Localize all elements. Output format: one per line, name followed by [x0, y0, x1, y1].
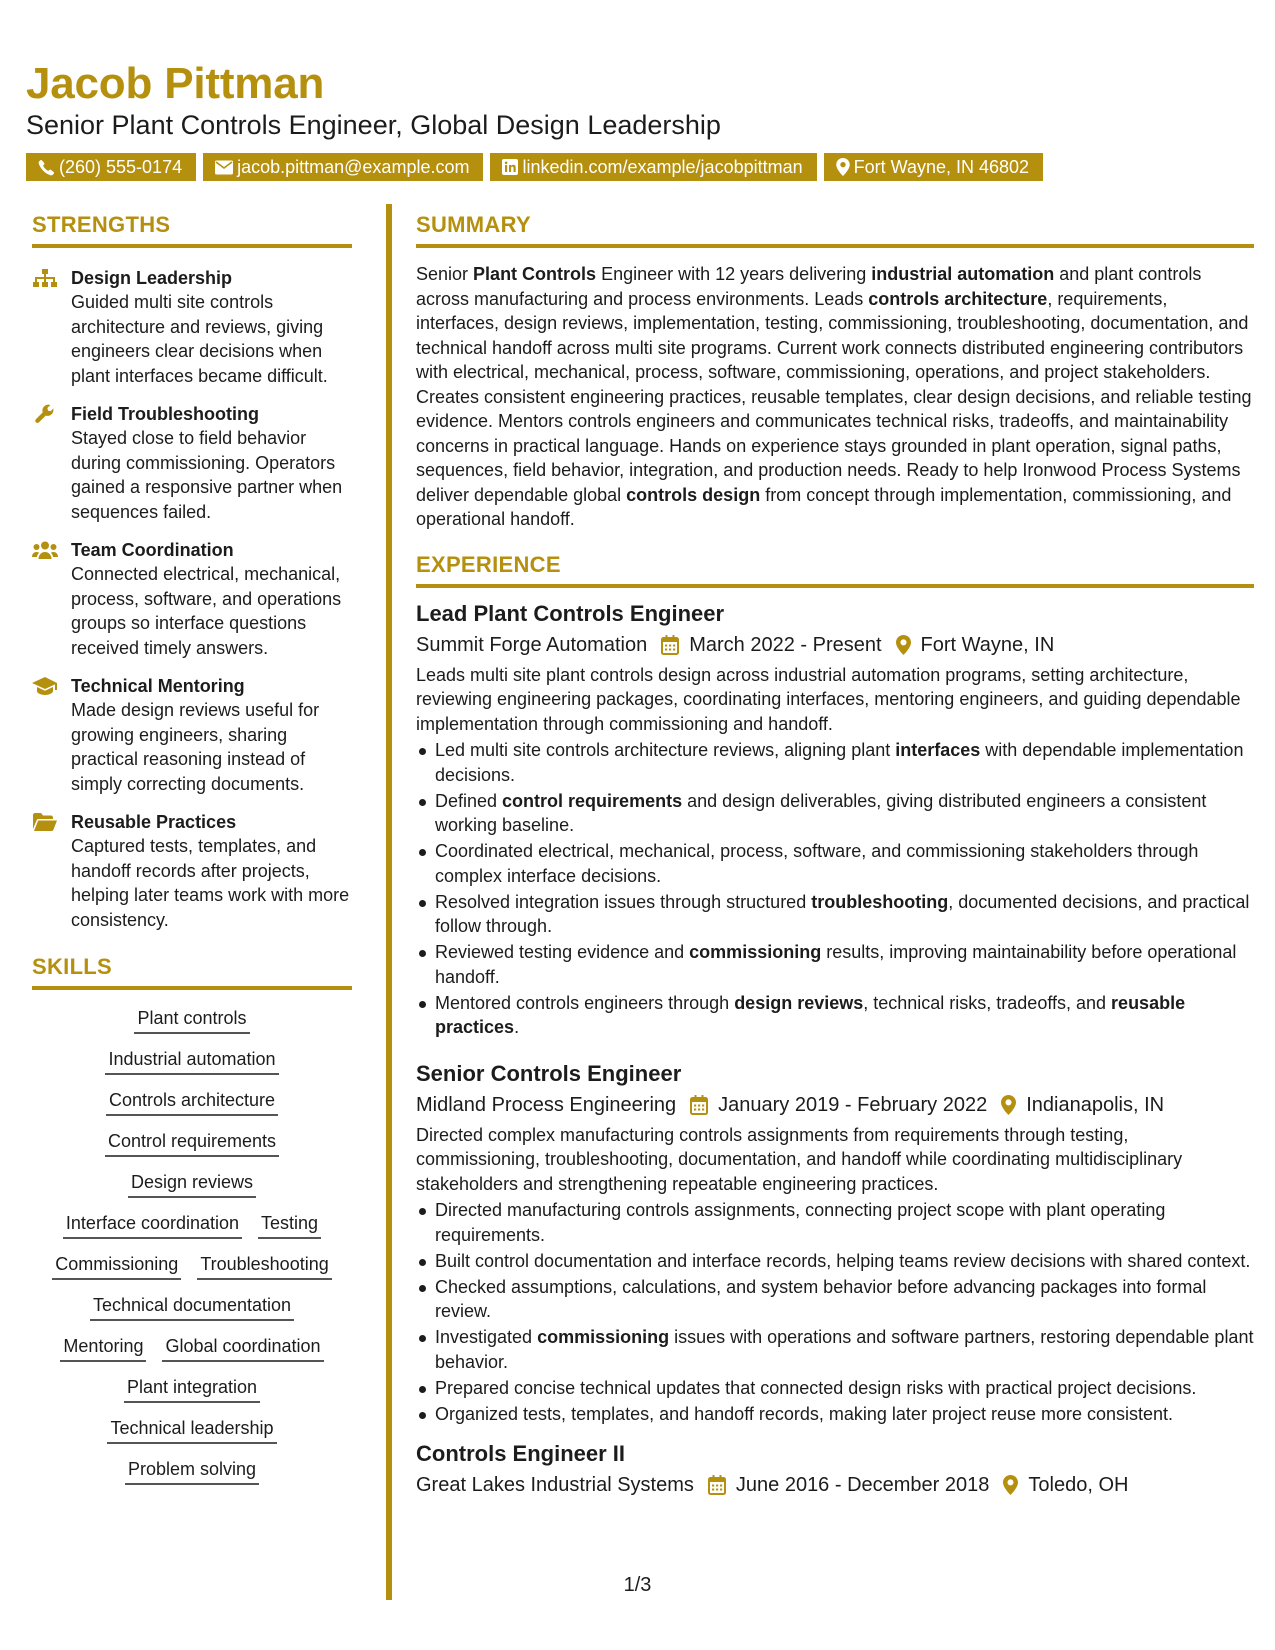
email-text: jacob.pittman@example.com	[237, 156, 470, 177]
skill-tag: Troubleshooting	[197, 1252, 331, 1280]
job-entry	[416, 600, 1254, 1040]
company-name: Great Lakes Industrial Systems	[416, 1474, 694, 1496]
bold-text: commissioning	[537, 1327, 670, 1347]
skill-row	[105, 1047, 278, 1075]
skill-row	[128, 1170, 256, 1198]
skill-tag: Problem solving	[125, 1457, 259, 1485]
skill-row	[107, 1416, 276, 1444]
text-run: , technical risks, tradeoffs, and	[863, 992, 1112, 1013]
skill-row	[125, 1457, 259, 1485]
summary-heading: SUMMARY	[416, 214, 1254, 248]
skill-tag: Plant controls	[134, 1006, 249, 1034]
strength-item	[32, 402, 352, 524]
bullet-item	[416, 839, 1254, 888]
company-name: Summit Forge Automation	[416, 633, 648, 656]
text-run: issues with operations and software partners, restoring dependable plant behavior.	[435, 1327, 1254, 1372]
calendar-icon	[661, 635, 679, 655]
bold-text: interfaces	[895, 740, 981, 760]
bullet-item	[416, 1376, 1254, 1401]
candidate-name: Jacob Pittman	[26, 59, 325, 108]
text-run: Coordinated electrical, mechanical, process, software, and commissioning stakeholders through complex interface decisions.	[435, 841, 1199, 886]
bullet-item	[416, 1249, 1254, 1274]
strength-desc: Stayed close to field behavior during commissioning. Operators gained a responsive partner when sequences failed.	[71, 428, 343, 522]
text-run: Organized tests, templates, and handoff records, making later project reuse more consistent.	[435, 1403, 1174, 1424]
skill-tag: Mentoring	[60, 1334, 146, 1362]
strength-item	[32, 266, 352, 388]
bullet-item	[416, 789, 1254, 838]
skill-tag: Global coordination	[162, 1334, 323, 1362]
job-dates: June 2016 - December 2018	[735, 1474, 990, 1496]
users-icon	[32, 540, 58, 560]
location-text: Fort Wayne, IN 46802	[853, 156, 1030, 177]
skill-row	[52, 1252, 331, 1280]
bold-text: troubleshooting	[811, 891, 949, 912]
contact-bar	[26, 153, 1043, 181]
text-run: Checked assumptions, calculations, and system behavior before advancing packages into formal review.	[435, 1276, 1207, 1321]
headline: Senior Plant Controls Engineer, Global Design Leadership	[26, 110, 721, 140]
map-pin-icon	[836, 158, 850, 176]
text-run: with dependable implementation decisions.	[435, 740, 1244, 785]
phone-icon	[38, 159, 55, 176]
job-title: Lead Plant Controls Engineer	[416, 600, 725, 626]
job-list	[416, 600, 1254, 1500]
strength-desc: Made design reviews useful for growing engineers, sharing practical reasoning instead of simply correcting documents.	[71, 700, 320, 794]
strength-title: Team Coordination	[71, 540, 234, 560]
text-run: Defined	[435, 790, 503, 811]
bullet-item	[416, 991, 1254, 1040]
job-entry	[416, 1440, 1254, 1499]
linkedin-pill[interactable]	[490, 153, 816, 181]
map-pin-icon	[1003, 1475, 1018, 1495]
skill-row	[63, 1211, 321, 1239]
calendar-icon	[690, 1095, 708, 1115]
job-entry	[416, 1060, 1254, 1427]
bullet-item	[416, 1402, 1254, 1427]
skill-tag: Plant integration	[124, 1375, 260, 1403]
folder-open-icon	[32, 812, 58, 832]
skills-list	[32, 1006, 352, 1485]
page-number: 1/3	[623, 1574, 652, 1596]
skill-tag: Interface coordination	[63, 1211, 242, 1239]
job-description: Leads multi site plant controls design across industrial automation programs, setting architecture, reviewing engineering packages, coordinating interfaces, mentoring engineers, and guiding dependable implementation through commissioning and handoff.	[416, 664, 1241, 734]
calendar-icon	[708, 1475, 726, 1495]
strength-desc: Captured tests, templates, and handoff records after projects, helping later teams work with more consistency.	[71, 836, 350, 930]
wrench-icon	[32, 404, 58, 424]
summary-text	[416, 262, 1254, 532]
strength-title: Field Troubleshooting	[71, 404, 259, 424]
email-pill[interactable]	[203, 153, 483, 181]
skill-tag: Industrial automation	[105, 1047, 278, 1075]
bold-text: controls design	[626, 484, 761, 505]
strength-item	[32, 810, 352, 932]
text-run: Engineer with 12 years delivering	[596, 264, 872, 284]
text-run: Reviewed testing evidence and	[435, 942, 690, 962]
skill-tag: Design reviews	[128, 1170, 256, 1198]
bullet-list	[416, 1198, 1254, 1426]
strength-desc: Guided multi site controls architecture and reviews, giving engineers clear decisions when plant interfaces became difficult.	[71, 292, 328, 386]
bullet-item	[416, 890, 1254, 939]
strength-item	[32, 674, 352, 796]
location-pill	[824, 153, 1043, 181]
experience-heading: EXPERIENCE	[416, 554, 1254, 588]
bullet-item	[416, 940, 1254, 989]
bold-text: controls architecture	[868, 288, 1048, 309]
skill-tag: Technical documentation	[90, 1293, 294, 1321]
job-location: Fort Wayne, IN	[920, 633, 1055, 656]
text-run: Directed manufacturing controls assignments, connecting project scope with plant operating requirements.	[435, 1200, 1166, 1245]
text-run: Senior	[416, 264, 474, 284]
strength-item	[32, 538, 352, 660]
bullet-item	[416, 1325, 1254, 1374]
skills-heading: SKILLS	[32, 956, 352, 990]
skill-tag: Control requirements	[105, 1129, 279, 1157]
strength-title: Reusable Practices	[71, 812, 237, 832]
left-column	[32, 214, 352, 1485]
strengths-heading: STRENGTHS	[32, 214, 352, 248]
bold-text: industrial automation	[871, 264, 1055, 284]
strengths-list	[32, 266, 352, 932]
strength-title: Design Leadership	[71, 268, 233, 288]
envelope-icon	[215, 160, 233, 175]
text-run: results, improving maintainability before operational handoff.	[435, 942, 1237, 987]
bold-text: control requirements	[502, 790, 683, 811]
org-chart-icon	[32, 268, 58, 288]
linkedin-text: linkedin.com/example/jacobpittman	[522, 156, 803, 177]
job-meta	[416, 631, 1254, 659]
bold-text: commissioning	[689, 942, 822, 962]
job-dates: January 2019 - February 2022	[718, 1093, 988, 1116]
skill-row	[60, 1334, 323, 1362]
text-run: and design deliverables, giving distributed engineers a consistent working baseline.	[435, 790, 1207, 835]
right-column	[416, 214, 1254, 1499]
skill-tag: Testing	[258, 1211, 321, 1239]
job-meta	[416, 1471, 1254, 1499]
bullet-list	[416, 738, 1254, 1040]
skill-row	[90, 1293, 294, 1321]
text-run: .	[514, 1017, 520, 1037]
job-dates: March 2022 - Present	[689, 633, 882, 656]
bullet-item	[416, 1275, 1254, 1324]
skill-tag: Commissioning	[52, 1252, 181, 1280]
job-location: Indianapolis, IN	[1026, 1093, 1165, 1116]
job-meta	[416, 1091, 1254, 1119]
bold-text: Plant Controls	[473, 264, 597, 284]
text-run: Built control documentation and interface records, helping teams review decisions with shared context.	[435, 1250, 1251, 1271]
text-run: Mentored controls engineers through	[435, 992, 735, 1013]
phone-pill[interactable]	[26, 153, 196, 181]
company-name: Midland Process Engineering	[416, 1093, 677, 1116]
text-run: , requirements, interfaces, design reviews, implementation, testing, commissioning, troubleshooting, documentation, and technical handoff across multi site programs. Current work connects distributed engineering contributors with electrical, mechanical, process, software, commissioning, operations, and project stakeholders. Creates consistent engineering practices, reusable templates, clear design decisions, and reliable testing evidence. Mentors controls engineers and communicates technical risks, tradeoffs, and maintainability concerns in practical language. Hands on experience stays grounded in plant operation, signal paths, sequences, field behavior, integration, and production needs. Ready to help Ironwood Process Systems deliver dependable global	[416, 288, 1252, 505]
bold-text: design reviews	[734, 992, 864, 1013]
bullet-item	[416, 1198, 1254, 1247]
linkedin-icon	[502, 159, 518, 175]
bullet-item	[416, 738, 1254, 787]
map-pin-icon	[896, 635, 911, 655]
text-run: and plant controls across manufacturing and process environments. Leads	[416, 264, 1202, 309]
column-divider	[386, 204, 392, 1600]
job-title: Controls Engineer II	[416, 1441, 626, 1466]
text-run: from concept through implementation, commissioning, and operational handoff.	[416, 484, 1232, 529]
strength-desc: Connected electrical, mechanical, process, software, and operations groups so interface questions received timely answers.	[71, 564, 342, 658]
text-run: Prepared concise technical updates that connected design risks with practical project decisions.	[435, 1377, 1197, 1398]
text-run: Investigated	[435, 1327, 538, 1347]
text-run: Led multi site controls architecture reviews, aligning plant	[435, 740, 896, 760]
job-description: Directed complex manufacturing controls assignments from requirements through testing, commissioning, troubleshooting, documentation, and handoff while coordinating multidisciplinary stakeholders and strengthening repeatable engineering practices.	[416, 1124, 1183, 1194]
graduation-cap-icon	[32, 676, 58, 696]
phone-text: (260) 555-0174	[59, 156, 183, 177]
bold-text: reusable practices	[435, 992, 1186, 1037]
skill-tag: Controls architecture	[106, 1088, 278, 1116]
skill-row	[106, 1088, 278, 1116]
skill-row	[105, 1129, 279, 1157]
skill-row	[134, 1006, 249, 1034]
text-run: Resolved integration issues through structured	[435, 891, 812, 912]
job-title: Senior Controls Engineer	[416, 1060, 682, 1086]
skill-row	[124, 1375, 260, 1403]
skill-tag: Technical leadership	[107, 1416, 276, 1444]
strength-title: Technical Mentoring	[71, 676, 245, 696]
job-location: Toledo, OH	[1028, 1474, 1129, 1496]
text-run: , documented decisions, and practical follow through.	[435, 891, 1250, 936]
map-pin-icon	[1001, 1095, 1016, 1115]
